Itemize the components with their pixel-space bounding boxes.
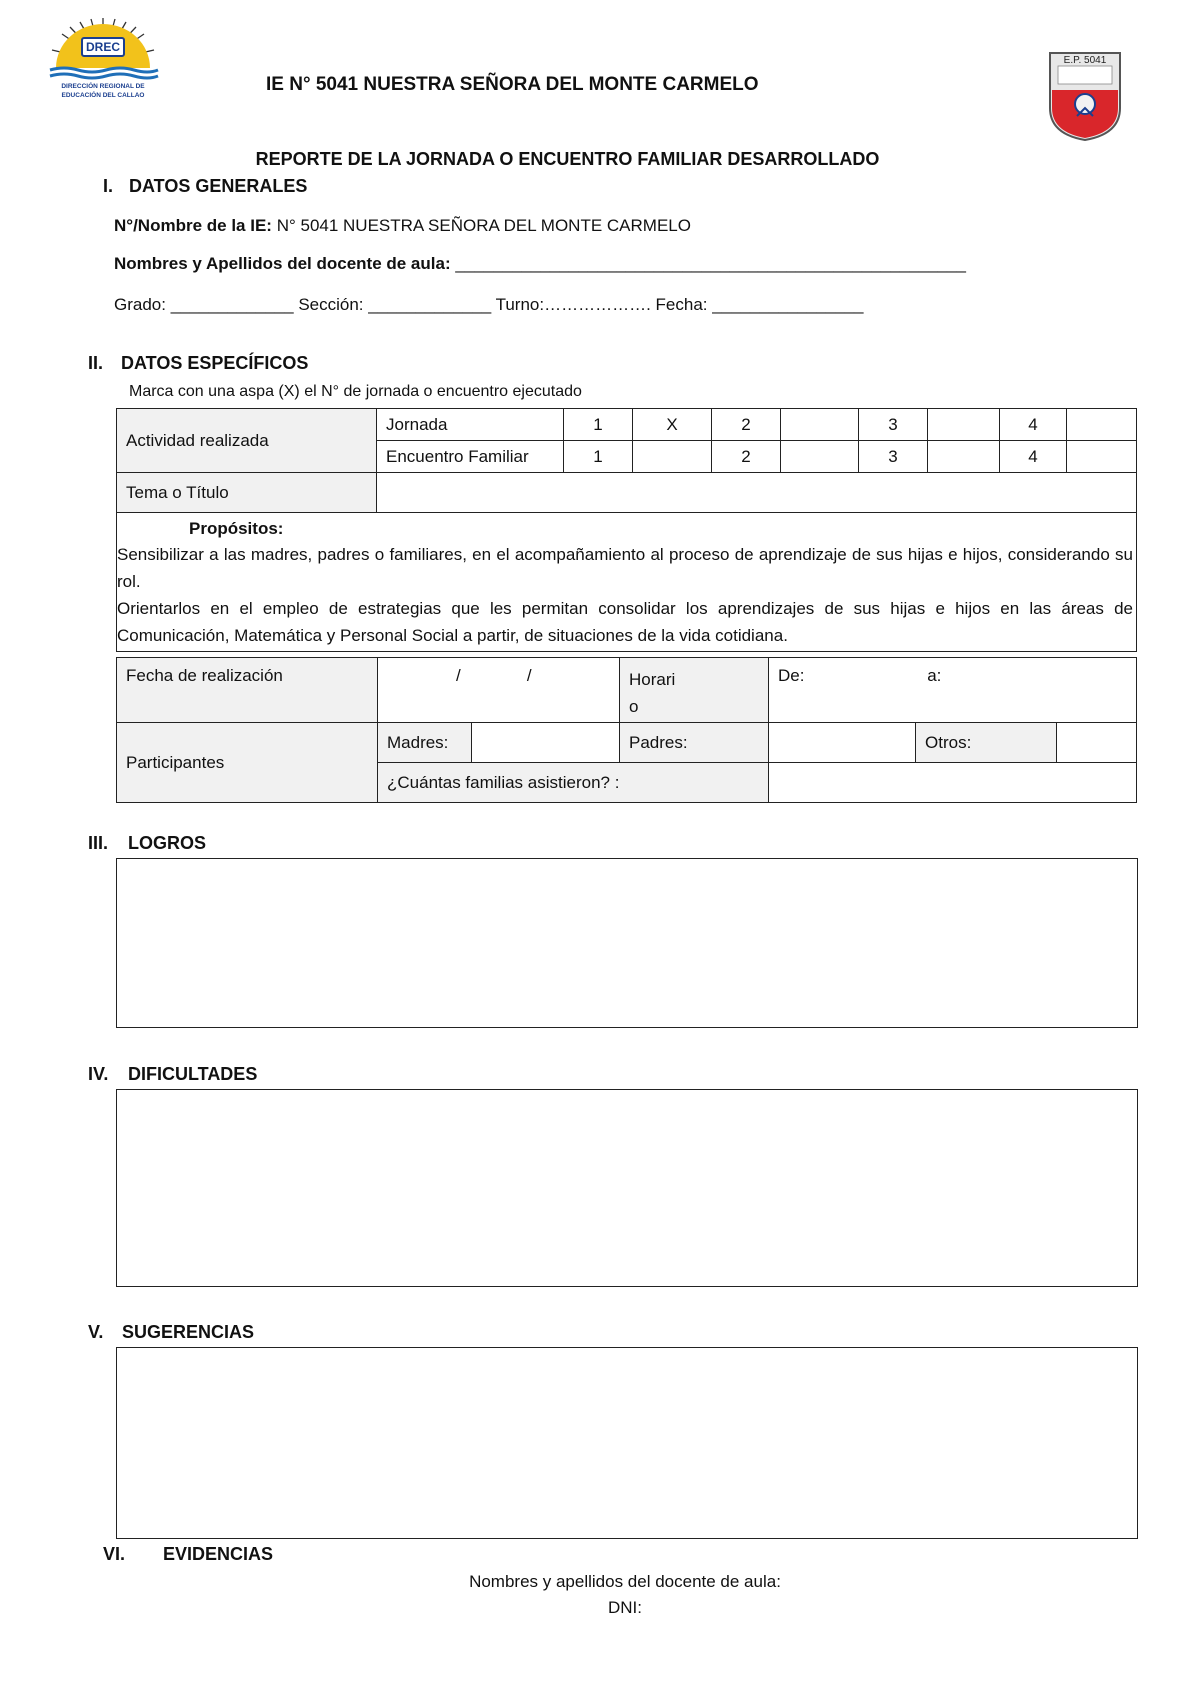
jornada-mark-2[interactable] <box>781 409 859 441</box>
difficulties-box[interactable] <box>116 1089 1138 1287</box>
section-achievements-number: III. <box>88 833 109 853</box>
encuentro-number-2: 2 <box>712 441 781 473</box>
schedule-time-cell[interactable] <box>769 658 1137 723</box>
school-name-line <box>114 216 691 236</box>
purposes-cell <box>117 513 1137 652</box>
dni-footer: DNI: <box>608 1598 642 1617</box>
theme-label: Tema o Título <box>117 473 377 513</box>
section-specific-heading: DATOS ESPECÍFICOS <box>121 353 309 373</box>
section-evidence-heading: EVIDENCIAS <box>163 1544 274 1564</box>
encuentro-number-3: 3 <box>859 441 928 473</box>
purpose-1: Sensibilizar a las madres, padres o familiares, en el acompañamiento al proceso de aprendizaje de sus hijas e hijos, considerando su rol. <box>117 545 1133 591</box>
report-title: REPORTE DE LA JORNADA O ENCUENTRO FAMILIAR DESARROLLADO <box>255 149 880 169</box>
jornada-mark-3[interactable] <box>928 409 1000 441</box>
fathers-value[interactable] <box>769 723 916 763</box>
jornada-label: Jornada <box>377 409 564 441</box>
section-general-number: I. <box>103 176 114 196</box>
encuentro-number-1: 1 <box>564 441 633 473</box>
section-evidence-number: VI. <box>103 1544 126 1564</box>
drec-logo-caption-2: EDUCACIÓN DEL CALLAO <box>61 92 145 99</box>
participants-label: Participantes <box>117 723 378 803</box>
section-general-heading: DATOS GENERALES <box>129 176 308 196</box>
instruction-text: Marca con una aspa (X) el N° de jornada o encuentro ejecutado <box>129 383 582 400</box>
teacher-label: Nombres y Apellidos del docente de aula: <box>114 254 451 273</box>
theme-value[interactable] <box>377 473 1137 513</box>
drec-logo-badge: DREC <box>85 40 120 54</box>
date-value[interactable]: / / <box>378 658 620 723</box>
school-shield-badge: E.P. 5041 <box>1063 55 1107 66</box>
drec-logo-caption-1: DIRECCIÓN REGIONAL DE <box>61 83 145 90</box>
schedule-label-1: Horari <box>629 670 676 689</box>
teacher-line <box>114 254 966 274</box>
suggestions-box[interactable] <box>116 1347 1138 1539</box>
mothers-label: Madres: <box>378 723 472 763</box>
others-value[interactable] <box>1057 723 1137 763</box>
section-suggestions-heading: SUGERENCIAS <box>122 1322 255 1342</box>
school-name-label: N°/Nombre de la IE: <box>114 216 272 235</box>
jornada-number-3: 3 <box>859 409 928 441</box>
school-title: IE N° 5041 NUESTRA SEÑORA DEL MONTE CARMELO <box>266 74 759 95</box>
jornada-mark-1[interactable]: X <box>633 409 712 441</box>
section-difficulties-heading: DIFICULTADES <box>128 1064 258 1084</box>
encuentro-number-4: 4 <box>1000 441 1067 473</box>
jornada-number-2: 2 <box>712 409 781 441</box>
others-label: Otros: <box>916 723 1057 763</box>
encuentro-mark-2[interactable] <box>781 441 859 473</box>
teacher-name-footer: Nombres y apellidos del docente de aula: <box>469 1572 781 1591</box>
activity-label: Actividad realizada <box>117 409 377 473</box>
activity-table <box>116 408 1137 652</box>
encuentro-label: Encuentro Familiar <box>377 441 564 473</box>
encuentro-mark-3[interactable] <box>928 441 1000 473</box>
from-label: De: <box>778 666 805 685</box>
school-name-value: N° 5041 NUESTRA SEÑORA DEL MONTE CARMELO <box>276 216 691 235</box>
section-difficulties-number: IV. <box>88 1064 109 1084</box>
mothers-value[interactable] <box>472 723 620 763</box>
families-value[interactable] <box>769 763 1137 803</box>
details-table <box>116 657 1137 803</box>
encuentro-mark-1[interactable] <box>633 441 712 473</box>
teacher-blank[interactable]: ______________________________________________________ <box>455 254 966 273</box>
jornada-mark-4[interactable] <box>1067 409 1137 441</box>
jornada-number-1: 1 <box>564 409 633 441</box>
schedule-label-cell <box>620 658 769 723</box>
schedule-label-2: o <box>629 697 639 716</box>
purposes-label: Propósitos: <box>189 519 284 538</box>
grade-line[interactable]: Grado: _____________ Sección: _____________ Turno:………………. Fecha: ________________ <box>114 295 864 314</box>
drec-logo <box>44 16 162 102</box>
to-label: a: <box>927 666 942 685</box>
date-label: Fecha de realización <box>117 658 378 723</box>
fathers-label: Padres: <box>620 723 769 763</box>
encuentro-mark-4[interactable] <box>1067 441 1137 473</box>
school-shield <box>1046 50 1124 142</box>
families-label: ¿Cuántas familias asistieron? : <box>378 763 769 803</box>
section-achievements-heading: LOGROS <box>128 833 207 853</box>
jornada-number-4: 4 <box>1000 409 1067 441</box>
section-specific-number: II. <box>88 353 104 373</box>
section-suggestions-number: V. <box>88 1322 104 1342</box>
purpose-2: Orientarlos en el empleo de estrategias que les permitan consolidar los aprendizajes de sus hijas e hijos en las áreas de Comunicación, Matemática y Personal Social a partir, de situaciones de la vida cotidiana. <box>117 599 1133 645</box>
achievements-box[interactable] <box>116 858 1138 1028</box>
